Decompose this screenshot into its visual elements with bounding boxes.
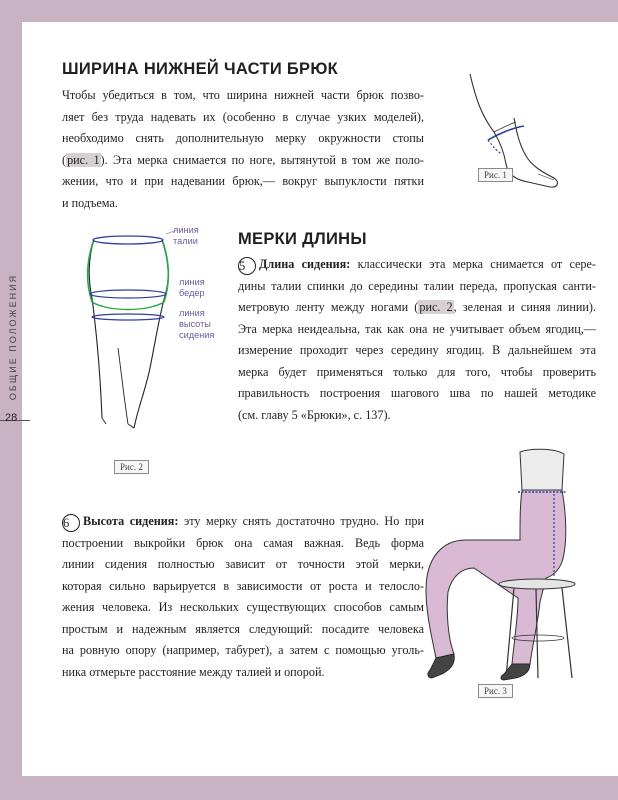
text-line: ляет без труда надевать их (особенно в случае узких моделей), (62, 109, 424, 124)
section2-text (238, 254, 596, 426)
text-line: метровую ленту между ногами (рис. 2, зеленая и синяя линии). (238, 300, 597, 314)
label-waist-line: линия талии (173, 225, 199, 246)
text-line: линии сидения полностью зависит от точности этой мерки, (62, 557, 424, 571)
text-line: измерение проходит через середину ягодиц. В дальнейшем эта (238, 343, 596, 357)
label-hip-line: линия бедер (179, 277, 205, 298)
text-line: жения человека. Из нескольких существующих способов самым (62, 600, 424, 614)
measure-number-6: 6 (62, 514, 80, 532)
figure-3-caption: Рис. 3 (478, 684, 513, 698)
term-seat-length: Длина сидения: (259, 257, 351, 271)
term-seat-height: Высота сидения: (83, 514, 179, 528)
figure-ref-2[interactable]: рис. 2 (419, 300, 453, 314)
measure-number-5: 5 (238, 257, 256, 275)
chapter-title: ОБЩИЕ ПОЛОЖЕНИЯ (8, 273, 18, 401)
text-line: мерка будет применяться только для того, чтобы проверить (238, 364, 596, 379)
section1-text (62, 85, 424, 214)
text-line: жении, что и при надевании брюк,— вокруг выпуклости пятки (62, 174, 424, 188)
text-line: которая сильно варьируется в зависимости от роста и телосло- (62, 578, 424, 593)
section-title-length-measures: МЕРКИ ДЛИНЫ (238, 230, 367, 248)
chapter-tab (7, 262, 19, 412)
label-seat-line: линия высоты сидения (179, 308, 215, 340)
figure-1-caption: Рис. 1 (478, 168, 513, 182)
text-line: Чтобы убедиться в том, что ширина нижней части брюк позво- (62, 88, 424, 102)
text-line: простым и надежным является следующий: посадите человека (62, 621, 424, 636)
text-line: (см. главу 5 «Брюки», с. 137). (238, 407, 391, 422)
page-number: 28 (5, 412, 18, 424)
section3-text (62, 511, 424, 683)
text-line: необходимо снять дополнительную мерку окружности стопы (62, 131, 424, 145)
text-line: ника отмерьте расстояние между талией и опорой. (62, 664, 325, 679)
book-page (5, 22, 618, 776)
figure-3-seated-person-illustration (402, 442, 602, 682)
text-line: и подъема. (62, 195, 118, 210)
text-line: 6 Высота сидения: эту мерку снять достаточно трудно. Но при (63, 514, 424, 530)
figure-2-leg-diagram (78, 228, 178, 448)
figure-ref-1[interactable]: рис. 1 (67, 152, 100, 167)
text-line: (рис. 1). Эта мерка снимается по ноге, вытянутой в том же поло- (62, 152, 424, 167)
text-line: 5 Длина сидения: классически эта мерка снимается от сере- (239, 257, 596, 273)
text-line: Эта мерка неидеальна, так как она не учитывает объем ягодиц,— (238, 321, 596, 336)
text-line: дины талии спинки до середины талии переда, пропуская санти- (238, 278, 596, 293)
text-line: построении выкройки брюк она самая важная. Ведь форма (62, 535, 424, 550)
figure-2-caption: Рис. 2 (114, 460, 149, 474)
text-line: правильность построения шагового шва по нашей методике (238, 386, 596, 400)
text-line: на ровную опору (например, табурет), а затем с помощью уголь- (62, 643, 424, 657)
section-title-trouser-bottom: ШИРИНА НИЖНЕЙ ЧАСТИ БРЮК (62, 60, 339, 78)
